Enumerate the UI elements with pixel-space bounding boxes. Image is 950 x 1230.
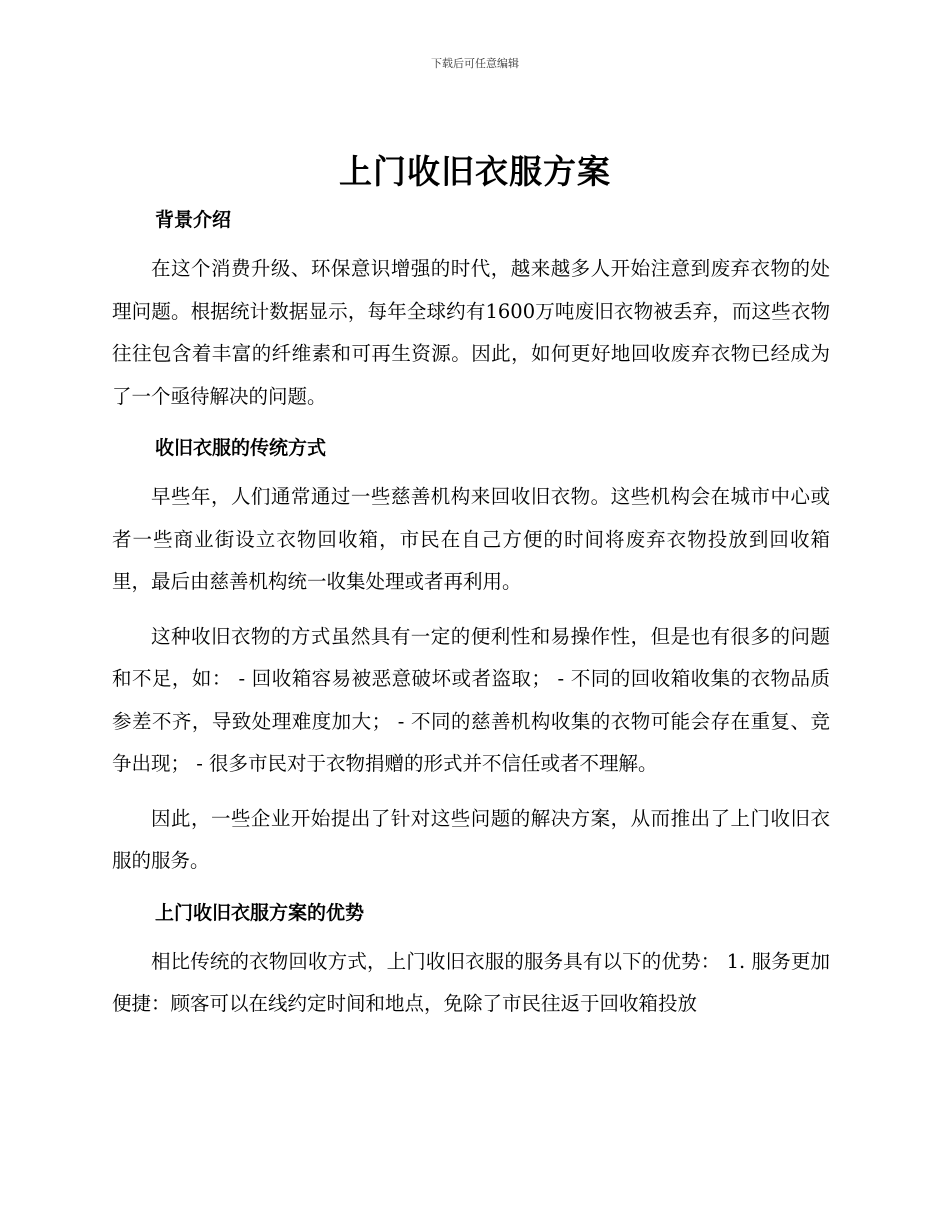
paragraph-advantages: 相比传统的衣物回收方式，上门收旧衣服的服务具有以下的优势： 1. 服务更加便捷：顾客可以在线约定时间和地点，免除了市民往返于回收箱投放 — [112, 949, 830, 1015]
paragraph-traditional-1: 早些年，人们通常通过一些慈善机构来回收旧衣物。这些机构会在城市中心或者一些商业街设立衣物回收箱，市民在自己方便的时间将废弃衣物投放到回收箱里，最后由慈善机构统一收集处理或者再利用。 — [112, 485, 830, 593]
header-note: 下载后可任意编辑 — [431, 57, 519, 70]
paragraph-traditional-3: 因此，一些企业开始提出了针对这些问题的解决方案，从而推出了上门收旧衣服的服务。 — [112, 806, 830, 872]
section-heading-background: 背景介绍 — [155, 209, 232, 231]
document-title: 上门收旧衣服方案 — [339, 152, 611, 191]
paragraph-traditional-2: 这种收旧衣物的方式虽然具有一定的便利性和易操作性，但是也有很多的问题和不足，如： - 回收箱容易被恶意破坏或者盗取； - 不同的回收箱收集的衣物品质参差不齐，导致处理难度加大； - 不同的慈善机构收集的衣物可能会存在重复、竞争出现； - 很多市民对于衣物捐赠的形式并不信任或者不理解。 — [112, 624, 830, 775]
section-heading-advantages: 上门收旧衣服方案的优势 — [155, 901, 365, 924]
paragraph-background: 在这个消费升级、环保意识增强的时代，越来越多人开始注意到废弃衣物的处理问题。根据统计数据显示，每年全球约有1600万吨废旧衣物被丢弃，而这些衣物往往包含着丰富的纤维素和可再生资源。因此，如何更好地回收废弃衣物已经成为了一个亟待解决的问题。 — [112, 257, 830, 408]
document-body — [112, 200, 830, 1026]
section-heading-traditional-methods: 收旧衣服的传统方式 — [155, 437, 327, 459]
